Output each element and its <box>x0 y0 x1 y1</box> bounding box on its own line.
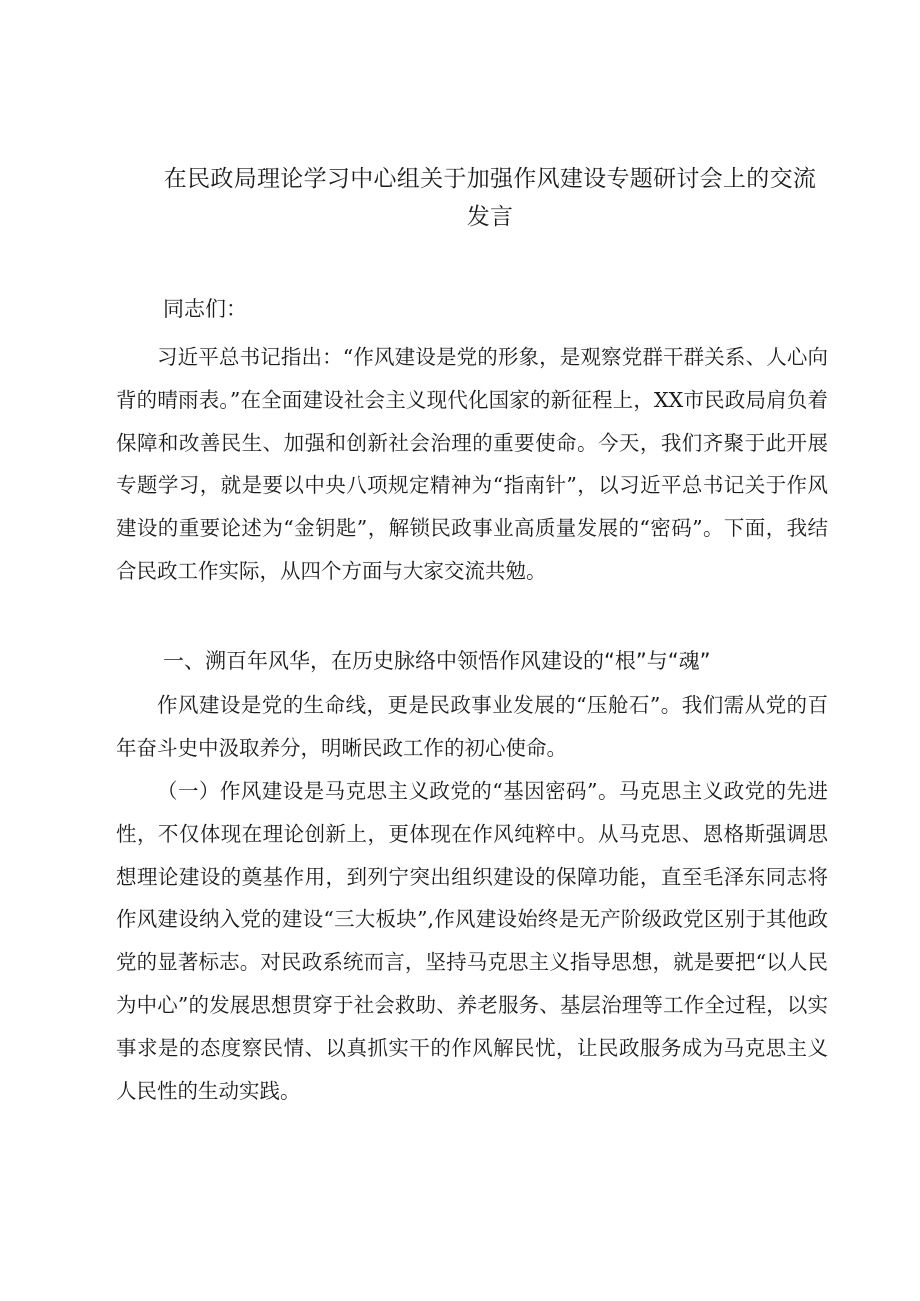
paragraph-intro <box>116 336 828 593</box>
paragraph-section-intro <box>116 684 828 770</box>
paragraph-text: 作风建设是党的生命线，更是民政事业发展的“压舱石”。我们需从党的百年奋斗史中汲取养分，明晰民政工作的初心使命。 <box>116 693 828 760</box>
document-title <box>150 160 830 236</box>
title-line-2: 发言 <box>466 204 514 230</box>
section-heading: 一、溯百年风华，在历史脉络中领悟作风建设的“根”与“魂” <box>163 649 711 673</box>
title-line-1: 在民政局理论学习中心组关于加强作风建设专题研讨会上的交流 <box>163 166 817 192</box>
paragraph-text: 习近平总书记指出：“作风建设是党的形象，是观察党群干群关系、人心向背的晴雨表。”在全面建设社会主义现代化国家的新征程上，XX市民政局肩负着保障和改善民生、加强和创新社会治理的重要使命。今天，我们齐聚于此开展专题学习，就是要以中央八项规定精神为“指南针”，以习近平总书记关于作风建设的重要论述为“金钥匙”，解锁民政事业高质量发展的“密码”。下面，我结合民政工作实际，从四个方面与大家交流共勉。 <box>116 345 828 583</box>
salutation: 同志们： <box>163 297 247 321</box>
paragraph-subsection-1 <box>116 770 828 1112</box>
paragraph-text: （一）作风建设是马克思主义政党的“基因密码”。马克思主义政党的先进性，不仅体现在理论创新上，更体现在作风纯粹中。从马克思、恩格斯强调思想理论建设的奠基作用，到列宁突出组织建设的保障功能，直至毛泽东同志将作风建设纳入党的建设“三大板块”,作风建设始终是无产阶级政党区别于其他政党的显著标志。对民政系统而言，坚持马克思主义指导思想，就是要把“以人民为中心”的发展思想贯穿于社会救助、养老服务、基层治理等工作全过程，以实事求是的态度察民情、以真抓实干的作风解民忧，让民政服务成为马克思主义人民性的生动实践。 <box>116 779 828 1103</box>
